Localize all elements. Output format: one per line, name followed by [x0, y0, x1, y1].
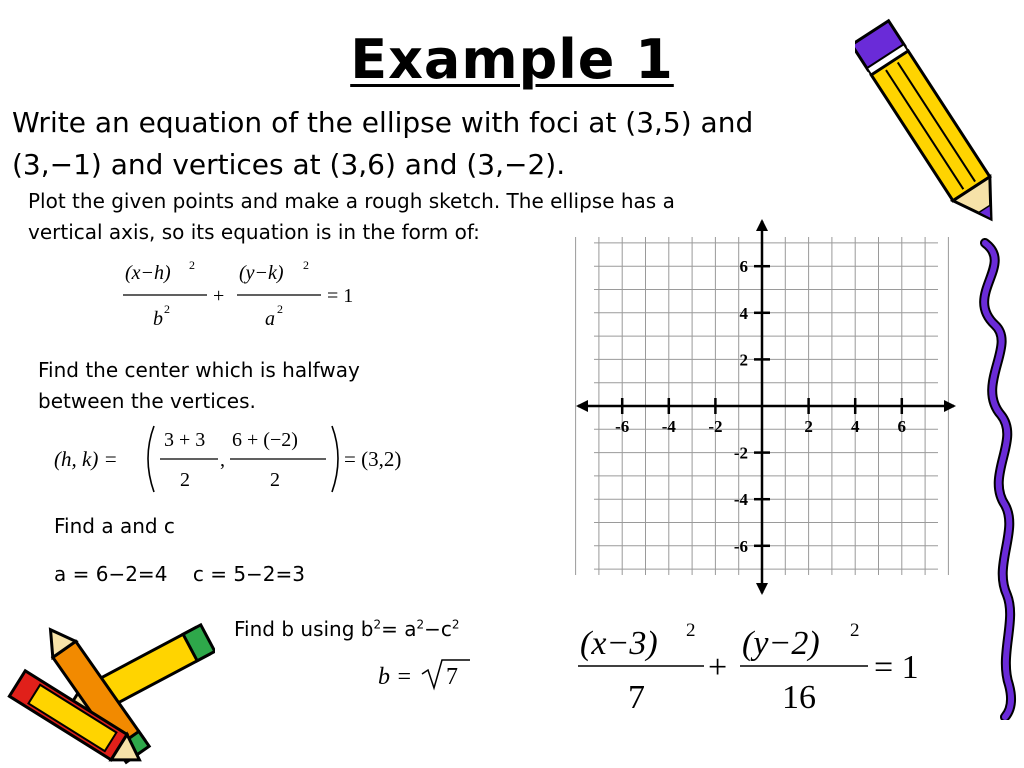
final-equation [570, 612, 940, 722]
plot-line-1: Plot the given points and make a rough sketch. The ellipse has a [28, 189, 675, 213]
general-rhs: = 1 [327, 285, 354, 307]
general-num2: (y−k) [239, 262, 284, 284]
a-value: a = 6−2=4 [54, 562, 168, 586]
pencils-bottom-left-clipart [0, 610, 215, 768]
center-rhs: = (3,2) [344, 447, 402, 471]
find-b-heading [234, 614, 460, 645]
c-value: c = 5−2=3 [192, 562, 306, 586]
problem-statement [12, 102, 892, 186]
b-formula [372, 650, 482, 696]
find-b-exp-2: 2 [416, 617, 425, 632]
x-tick-label: -2 [708, 417, 723, 436]
general-den1: b [153, 308, 163, 330]
center-instructions [38, 355, 458, 417]
y-tick-label: 2 [739, 350, 748, 370]
find-b-minus: −c [424, 617, 452, 641]
general-form-equation [115, 255, 375, 335]
general-exp1: 2 [189, 258, 195, 272]
final-exp1: 2 [686, 620, 696, 641]
final-plus: + [708, 649, 728, 686]
a-c-values [54, 559, 305, 590]
problem-line-2: (3,−1) and vertices at (3,6) and (3,−2). [12, 148, 566, 181]
general-exp2: 2 [303, 258, 309, 272]
final-den1: 7 [628, 679, 645, 716]
problem-line-1: Write an equation of the ellipse with foci at (3,5) and [12, 106, 754, 139]
center-num1: 3 + 3 [164, 429, 206, 451]
right-paren [332, 426, 338, 492]
x-tick-label: 4 [850, 417, 860, 436]
center-lhs: (h, k) = [54, 447, 118, 471]
x-tick-label: -4 [661, 417, 676, 436]
x-tick-label: -6 [615, 417, 630, 436]
center-den2: 2 [270, 469, 280, 491]
y-tick-label: -6 [733, 536, 748, 556]
squiggle-line-clipart [955, 235, 1024, 720]
center-line-1: Find the center which is halfway [38, 358, 360, 382]
find-a-and-c-heading: Find a and c [54, 514, 175, 538]
final-den2: 16 [782, 679, 816, 716]
plot-line-2: vertical axis, so its equation is in the form of: [28, 220, 480, 244]
pencil-top-right-clipart [855, 5, 1005, 245]
left-paren [148, 426, 154, 492]
general-plus: + [213, 285, 225, 307]
b-lhs: b = [378, 664, 413, 690]
y-axis-top-arrow [756, 219, 768, 231]
find-b-prefix: Find b using b [234, 617, 374, 641]
final-num1: (x−3) [580, 625, 658, 662]
find-b-eq: = a [381, 617, 417, 641]
coordinate-grid [570, 215, 962, 600]
center-formula [50, 420, 430, 500]
center-comma: , [220, 449, 225, 471]
axes [576, 219, 956, 595]
y-tick-label: -2 [733, 443, 748, 463]
find-b-exp-1: 2 [373, 617, 382, 632]
center-line-2: between the vertices. [38, 389, 256, 413]
general-num1: (x−h) [125, 262, 171, 284]
center-den1: 2 [180, 469, 190, 491]
general-den2-exp: 2 [277, 302, 283, 316]
x-tick-label: 6 [897, 417, 907, 436]
general-den1-exp: 2 [164, 302, 170, 316]
x-tick-label: 2 [804, 417, 813, 436]
y-tick-label: 6 [739, 257, 748, 277]
final-exp2: 2 [850, 620, 860, 641]
y-tick-label: -4 [733, 490, 748, 510]
find-b-exp-3: 2 [451, 617, 460, 632]
b-radicand: 7 [446, 664, 458, 690]
center-num2: 6 + (−2) [232, 429, 298, 451]
y-axis-bottom-arrow [756, 583, 768, 595]
y-tick-label: 4 [739, 303, 748, 323]
final-num2: (y−2) [742, 625, 820, 662]
x-axis-left-arrow [576, 400, 588, 412]
slide-title: Example 1 [350, 28, 674, 91]
final-rhs: = 1 [874, 649, 919, 686]
general-den2: a [265, 308, 275, 330]
